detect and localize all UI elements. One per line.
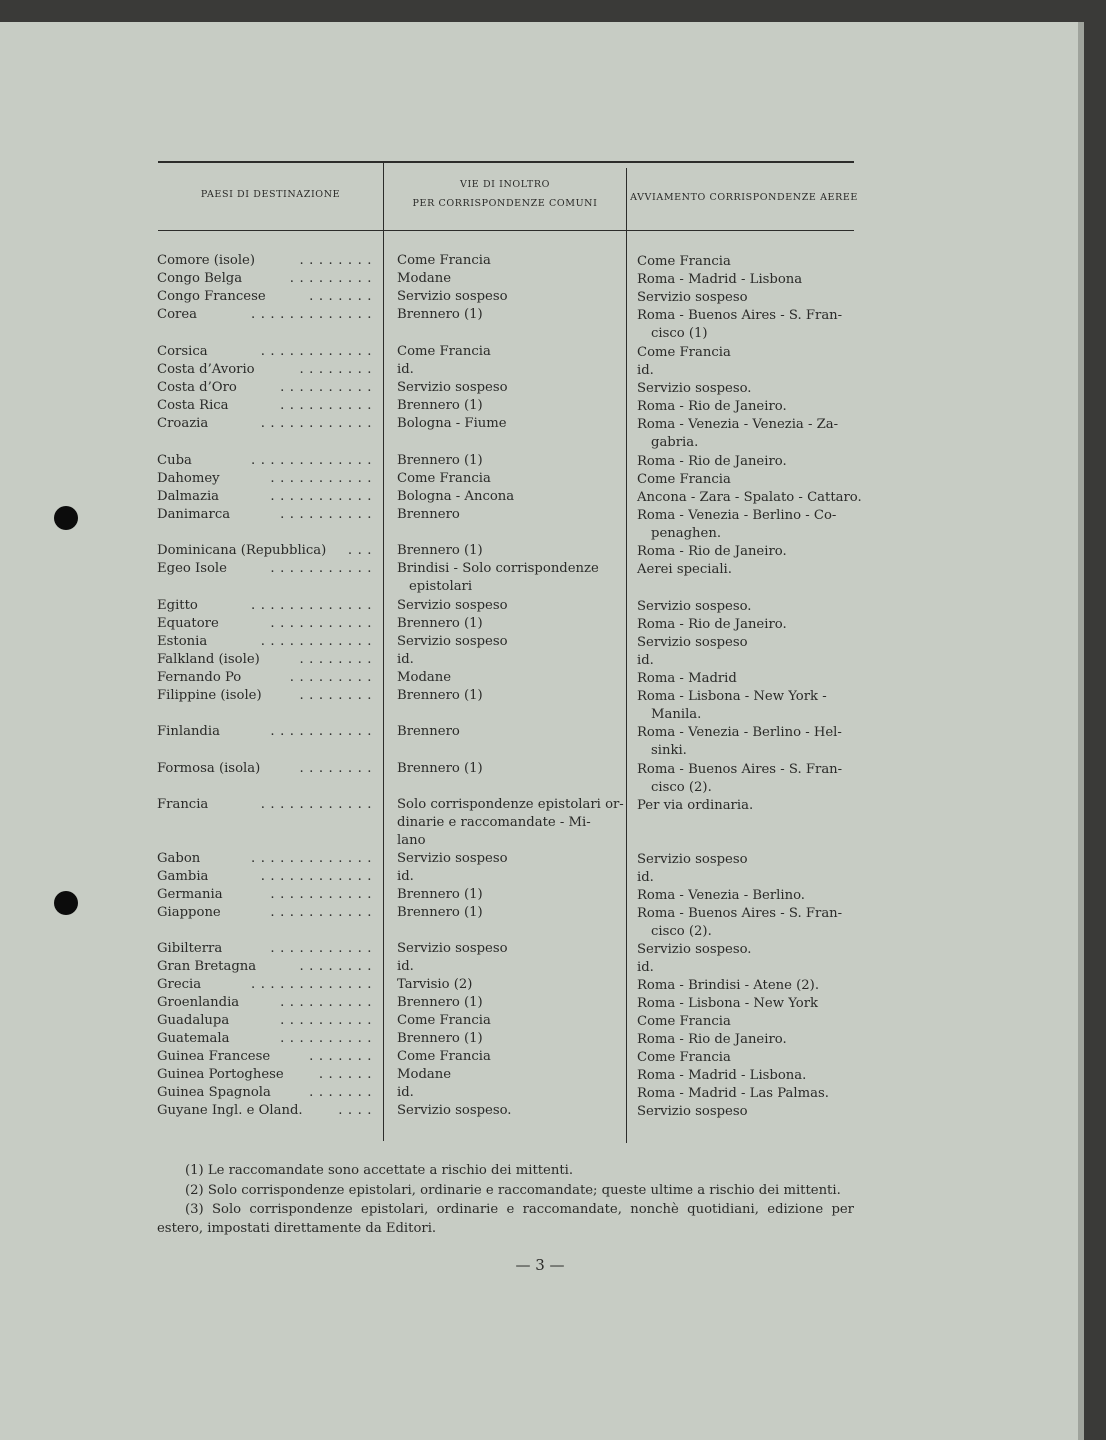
country-name: Gibilterra xyxy=(157,941,223,956)
route-line: Bologna - Ancona xyxy=(397,489,515,504)
leader-dots: .......... xyxy=(280,398,377,413)
air-routing-cell xyxy=(637,253,857,271)
air-routing-line: Servizio sospeso. xyxy=(637,942,752,957)
route-line: Modane xyxy=(397,1067,452,1082)
header-routes-line1: VIE DI INOLTRO xyxy=(459,179,551,190)
air-routing-line: Come Francia xyxy=(637,254,731,269)
air-routing-line: id. xyxy=(637,653,654,668)
route-line: Brennero (1) xyxy=(397,688,483,703)
route-cell xyxy=(397,1084,619,1102)
country-name: Costa d’Avorio xyxy=(157,362,255,377)
air-routing-cell xyxy=(637,977,857,995)
route-cell xyxy=(397,361,619,379)
air-routing-line: Roma - Venezia - Berlino - Hel- xyxy=(637,725,842,740)
air-routing-cell xyxy=(637,1049,857,1067)
route-line: Servizio sospeso xyxy=(397,634,508,649)
air-routing-cell xyxy=(637,995,857,1013)
header-destinations: PAESI DI DESTINAZIONE xyxy=(200,189,341,200)
page-number: — 3 — xyxy=(515,1256,565,1274)
air-routing-line: Roma - Rio de Janeiro. xyxy=(637,544,787,559)
route-cell xyxy=(397,560,619,596)
route-line: Bologna - Fiume xyxy=(397,416,507,431)
route-line: dinarie e raccomandate - Mi- xyxy=(397,815,591,831)
route-line: Brindisi - Solo corrispondenze xyxy=(397,561,599,576)
air-routing-cell xyxy=(637,670,857,688)
country-name: Gran Bretagna xyxy=(157,959,257,974)
punch-hole xyxy=(54,891,78,915)
country-name: Grecia xyxy=(157,977,202,992)
leader-dots: ............ xyxy=(260,869,377,884)
air-routing-cell xyxy=(637,724,857,760)
air-routing-cell xyxy=(637,380,857,398)
route-line: Brennero (1) xyxy=(397,1031,483,1046)
leader-dots: ............ xyxy=(260,344,377,359)
leader-dots: ............ xyxy=(260,416,377,431)
country-name: Giappone xyxy=(157,905,221,920)
leader-dots: ....... xyxy=(309,289,377,304)
route-cell xyxy=(397,470,619,488)
leader-dots: .......... xyxy=(280,380,377,395)
country-name: Groenlandia xyxy=(157,995,240,1010)
leader-dots: ....... xyxy=(309,1085,377,1100)
route-cell xyxy=(397,270,619,288)
route-line: Servizio sospeso xyxy=(397,380,508,395)
air-routing-cell xyxy=(637,1031,857,1049)
route-cell xyxy=(397,687,619,705)
air-routing-line: Aerei speciali. xyxy=(637,562,732,577)
route-cell xyxy=(397,379,619,397)
route-line: epistolari xyxy=(409,579,473,595)
leader-dots: ........... xyxy=(270,489,377,504)
country-name: Dominicana (Repubblica) xyxy=(157,543,327,558)
air-routing-cell xyxy=(637,453,857,471)
air-routing-cell xyxy=(637,905,857,941)
route-line: id. xyxy=(397,652,414,667)
leader-dots: ........ xyxy=(299,688,377,703)
leader-dots: ........ xyxy=(299,761,377,776)
country-name: Cuba xyxy=(157,453,192,468)
route-cell xyxy=(397,506,619,524)
route-line: Servizio sospeso xyxy=(397,598,508,613)
air-routing-cell xyxy=(637,887,857,905)
route-line: Brennero (1) xyxy=(397,453,483,468)
route-line: Brennero (1) xyxy=(397,307,483,322)
leader-dots: ............ xyxy=(260,797,377,812)
air-routing-line: Roma - Venezia - Berlino - Co- xyxy=(637,508,837,523)
footnote-3: (3) Solo corrispondenze epistolari, ordinarie e raccomandate, nonchè quotidiani, edizione per estero, impostati direttamente da Editori. xyxy=(157,1202,854,1236)
country-name: Fernando Po xyxy=(157,670,242,685)
air-routing-cell xyxy=(637,761,857,797)
air-routing-line: Roma - Lisbona - New York - xyxy=(637,689,827,704)
header-air-routing: AVVIAMENTO CORRISPONDENZE AEREE xyxy=(630,192,858,203)
route-cell xyxy=(397,886,619,904)
air-routing-cell xyxy=(637,634,857,652)
route-line: Brennero (1) xyxy=(397,398,483,413)
air-routing-line: sinki. xyxy=(651,743,687,759)
route-line: Brennero (1) xyxy=(397,905,483,920)
air-routing-cell xyxy=(637,1013,857,1031)
air-routing-line: Come Francia xyxy=(637,472,731,487)
country-name: Congo Belga xyxy=(157,271,243,286)
country-name: Guatemala xyxy=(157,1031,230,1046)
air-routing-cell xyxy=(637,959,857,977)
air-routing-line: Servizio sospeso. xyxy=(637,381,752,396)
page-edge xyxy=(1078,22,1084,1440)
leader-dots: ........ xyxy=(299,253,377,268)
route-line: id. xyxy=(397,1085,414,1100)
route-line: Brennero (1) xyxy=(397,543,483,558)
air-routing-cell xyxy=(637,471,857,489)
air-routing-line: Ancona - Zara - Spalato - Cattaro. xyxy=(637,490,862,505)
leader-dots: ........ xyxy=(299,959,377,974)
route-line: Servizio sospeso xyxy=(397,851,508,866)
route-cell xyxy=(397,796,624,851)
footnote-1: (1) Le raccomandate sono accettate a rischio dei mittenti. xyxy=(185,1163,574,1178)
air-routing-line: Roma - Rio de Janeiro. xyxy=(637,399,787,414)
route-line: Come Francia xyxy=(397,253,491,268)
air-routing-line: Roma - Brindisi - Atene (2). xyxy=(637,978,820,993)
route-cell xyxy=(397,994,619,1012)
route-line: id. xyxy=(397,959,414,974)
country-name: Guinea Francese xyxy=(157,1049,271,1064)
route-cell xyxy=(397,958,619,976)
route-cell xyxy=(397,669,619,687)
route-line: Come Francia xyxy=(397,1013,491,1028)
air-routing-cell xyxy=(637,616,857,634)
leader-dots: ....... xyxy=(309,1049,377,1064)
air-routing-cell xyxy=(637,344,857,362)
country-name: Costa Rica xyxy=(157,398,229,413)
country-name: Croazia xyxy=(157,416,209,431)
air-routing-cell xyxy=(637,1067,857,1085)
air-routing-cell xyxy=(637,362,857,380)
country-name: Corsica xyxy=(157,344,208,359)
route-cell xyxy=(397,633,619,651)
air-routing-cell xyxy=(637,561,857,579)
route-line: Brennero (1) xyxy=(397,761,483,776)
route-line: id. xyxy=(397,869,414,884)
air-routing-line: Come Francia xyxy=(637,1050,731,1065)
footnote-2: (2) Solo corrispondenze epistolari, ordinarie e raccomandate; queste ultime a rischio dei mittenti. xyxy=(185,1183,841,1198)
air-routing-line: gabria. xyxy=(651,435,699,451)
route-line: Tarvisio (2) xyxy=(397,977,473,992)
air-routing-cell xyxy=(637,489,862,507)
country-name: Equatore xyxy=(157,616,219,631)
leader-dots: ...... xyxy=(318,1067,377,1082)
table-top-rule xyxy=(158,161,854,163)
air-routing-cell xyxy=(637,851,857,869)
air-routing-cell xyxy=(637,543,857,561)
route-line: Brennero (1) xyxy=(397,995,483,1010)
route-cell xyxy=(397,252,619,270)
leader-dots: .......... xyxy=(280,1013,377,1028)
country-name: Dalmazia xyxy=(157,489,220,504)
route-line: Come Francia xyxy=(397,344,491,359)
route-line: Modane xyxy=(397,271,452,286)
air-routing-line: cisco (2). xyxy=(651,924,712,940)
air-routing-line: Servizio sospeso xyxy=(637,290,748,305)
route-cell xyxy=(397,415,619,433)
air-routing-line: Roma - Buenos Aires - S. Fran- xyxy=(637,762,843,777)
leader-dots: ............. xyxy=(251,977,377,992)
air-routing-line: Roma - Venezia - Venezia - Za- xyxy=(637,417,839,432)
air-routing-cell xyxy=(637,416,857,452)
country-name: Guinea Spagnola xyxy=(157,1085,271,1100)
route-line: lano xyxy=(397,833,426,849)
air-routing-cell xyxy=(637,1085,857,1103)
country-name: Falkland (isole) xyxy=(157,652,260,667)
air-routing-line: id. xyxy=(637,960,654,975)
country-name: Filippine (isole) xyxy=(157,688,262,703)
air-routing-line: cisco (1) xyxy=(651,326,708,342)
air-routing-cell xyxy=(637,1103,857,1121)
air-routing-cell xyxy=(637,652,857,670)
header-routes xyxy=(384,175,626,213)
route-line: Brennero xyxy=(397,507,460,522)
route-cell xyxy=(397,868,619,886)
air-routing-line: id. xyxy=(637,363,654,378)
air-routing-line: Roma - Buenos Aires - S. Fran- xyxy=(637,308,843,323)
route-cell xyxy=(397,615,619,633)
air-routing-line: Roma - Rio de Janeiro. xyxy=(637,1032,787,1047)
country-name: Guinea Portoghese xyxy=(157,1067,284,1082)
air-routing-cell xyxy=(637,289,857,307)
air-routing-line: Roma - Rio de Janeiro. xyxy=(637,454,787,469)
route-cell xyxy=(397,597,619,615)
country-name: Gabon xyxy=(157,851,201,866)
country-name: Comore (isole) xyxy=(157,253,256,268)
route-cell xyxy=(397,1030,619,1048)
country-name: Francia xyxy=(157,797,209,812)
route-cell xyxy=(397,760,619,778)
country-name: Egitto xyxy=(157,598,198,613)
route-line: Servizio sospeso xyxy=(397,941,508,956)
route-line: Brennero xyxy=(397,724,460,739)
route-cell xyxy=(397,288,619,306)
air-routing-line: Roma - Venezia - Berlino. xyxy=(637,888,805,903)
route-cell xyxy=(397,1048,619,1066)
route-cell xyxy=(397,343,619,361)
leader-dots: ........... xyxy=(270,616,377,631)
air-routing-line: Roma - Madrid xyxy=(637,671,737,686)
leader-dots: .......... xyxy=(280,1031,377,1046)
air-routing-cell xyxy=(637,398,857,416)
air-routing-cell xyxy=(637,598,857,616)
route-line: id. xyxy=(397,362,414,377)
air-routing-line: Roma - Madrid - Las Palmas. xyxy=(637,1086,829,1101)
route-cell xyxy=(397,1066,619,1084)
route-line: Brennero (1) xyxy=(397,887,483,902)
leader-dots: ........... xyxy=(270,941,377,956)
country-name: Guadalupa xyxy=(157,1013,230,1028)
leader-dots: ............. xyxy=(251,307,377,322)
country-name: Finlandia xyxy=(157,724,220,739)
leader-dots: ........... xyxy=(270,724,377,739)
leader-dots: .......... xyxy=(280,995,377,1010)
air-routing-line: Per via ordinaria. xyxy=(637,798,754,813)
leader-dots: ......... xyxy=(289,271,377,286)
route-cell xyxy=(397,542,619,560)
route-cell xyxy=(397,976,619,994)
leader-dots: ........... xyxy=(270,887,377,902)
route-line: Servizio sospeso xyxy=(397,289,508,304)
air-routing-line: Roma - Madrid - Lisbona. xyxy=(637,1068,807,1083)
route-cell xyxy=(397,397,619,415)
route-line: Solo corrispondenze epistolari or- xyxy=(397,797,624,812)
air-routing-line: Servizio sospeso xyxy=(637,635,748,650)
header-bottom-rule xyxy=(158,230,854,231)
air-routing-line: id. xyxy=(637,870,654,885)
leader-dots: ........... xyxy=(270,471,377,486)
air-routing-line: Roma - Lisbona - New York xyxy=(637,996,819,1011)
country-name: Costa d’Oro xyxy=(157,380,237,395)
route-cell xyxy=(397,723,619,741)
air-routing-line: Servizio sospeso xyxy=(637,852,748,867)
air-routing-line: Roma - Madrid - Lisbona xyxy=(637,272,803,287)
leader-dots: ........ xyxy=(299,652,377,667)
country-name: Corea xyxy=(157,307,198,322)
column-divider xyxy=(383,163,384,1141)
route-cell xyxy=(397,1012,619,1030)
route-line: Modane xyxy=(397,670,452,685)
air-routing-line: Servizio sospeso xyxy=(637,1104,748,1119)
air-routing-cell xyxy=(637,307,857,343)
route-line: Come Francia xyxy=(397,471,491,486)
country-name: Estonia xyxy=(157,634,208,649)
route-line: Brennero (1) xyxy=(397,616,483,631)
header-routes-line2: PER CORRISPONDENZE COMUNI xyxy=(412,198,598,209)
leader-dots: .......... xyxy=(280,507,377,522)
air-routing-line: penaghen. xyxy=(651,526,722,542)
route-cell xyxy=(397,904,619,922)
route-cell xyxy=(397,651,619,669)
route-cell xyxy=(397,488,619,506)
country-name: Formosa (isola) xyxy=(157,761,261,776)
leader-dots: ............. xyxy=(251,598,377,613)
air-routing-cell xyxy=(637,869,857,887)
leader-dots: ............. xyxy=(251,851,377,866)
country-name: Danimarca xyxy=(157,507,231,522)
air-routing-cell xyxy=(637,797,857,815)
country-name: Dahomey xyxy=(157,471,220,486)
route-cell xyxy=(397,850,619,868)
air-routing-cell xyxy=(637,941,857,959)
leader-dots: ............. xyxy=(251,453,377,468)
country-name: Egeo Isole xyxy=(157,561,227,576)
air-routing-line: Manila. xyxy=(651,707,702,723)
air-routing-cell xyxy=(637,271,857,289)
air-routing-line: Roma - Rio de Janeiro. xyxy=(637,617,787,632)
air-routing-line: cisco (2). xyxy=(651,780,712,796)
air-routing-line: Roma - Buenos Aires - S. Fran- xyxy=(637,906,843,921)
leader-dots: ......... xyxy=(289,670,377,685)
air-routing-cell xyxy=(637,507,857,543)
country-name: Congo Francese xyxy=(157,289,266,304)
column-divider xyxy=(626,168,627,1143)
air-routing-line: Come Francia xyxy=(637,1014,731,1029)
leader-dots: ............ xyxy=(260,634,377,649)
route-cell xyxy=(397,940,619,958)
route-line: Servizio sospeso. xyxy=(397,1103,512,1118)
country-name: Gambia xyxy=(157,869,209,884)
air-routing-cell xyxy=(637,688,857,724)
leader-dots: ........... xyxy=(270,561,377,576)
route-cell xyxy=(397,306,619,324)
route-line: Come Francia xyxy=(397,1049,491,1064)
leader-dots: .... xyxy=(338,1103,377,1118)
route-cell xyxy=(397,1102,619,1120)
air-routing-line: Servizio sospeso. xyxy=(637,599,752,614)
country-name: Germania xyxy=(157,887,223,902)
punch-hole xyxy=(54,506,78,530)
leader-dots: ... xyxy=(347,543,377,558)
leader-dots: ........ xyxy=(299,362,377,377)
leader-dots: ........... xyxy=(270,905,377,920)
route-cell xyxy=(397,452,619,470)
country-name: Guyane Ingl. e Oland. xyxy=(157,1103,303,1118)
air-routing-line: Come Francia xyxy=(637,345,731,360)
